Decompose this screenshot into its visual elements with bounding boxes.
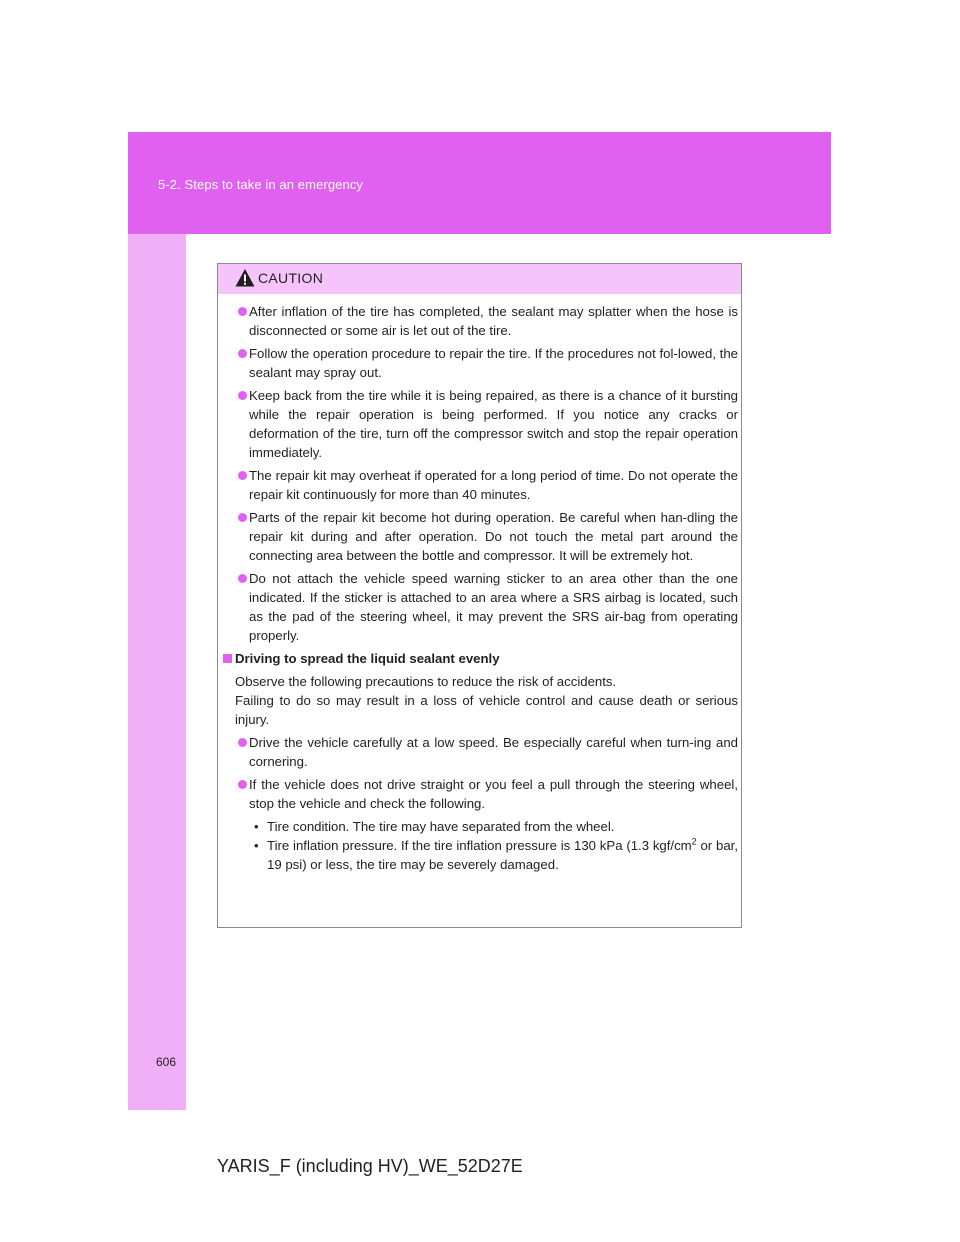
document-id: YARIS_F (including HV)_WE_52D27E	[217, 1156, 523, 1176]
subheading: Driving to spread the liquid sealant evenly	[220, 649, 738, 668]
caution-bullet: Keep back from the tire while it is being repaired, as there is a chance of it bursting while the repair operation is being performed. If you notice any cracks or deformation of the tire, turn off the compressor switch and stop the repair operation immediately.	[220, 386, 738, 462]
side-strip	[128, 234, 186, 1110]
bullet-dot-icon	[238, 574, 247, 583]
caution-bullet: Drive the vehicle carefully at a low speed. Be especially careful when turn-ing and cornering.	[220, 733, 738, 771]
warning-triangle-icon	[235, 268, 255, 288]
bullet-dot-icon	[238, 738, 247, 747]
check-list	[220, 817, 738, 874]
caution-content	[220, 302, 738, 874]
caution-bullet: The repair kit may overheat if operated for a long period of time. Do not operate the repair kit continuously for more than 40 minutes.	[220, 466, 738, 504]
bullet-dot-icon	[238, 307, 247, 316]
caution-label: CAUTION	[258, 270, 324, 286]
section-title: 5-2. Steps to take in an emergency	[158, 177, 364, 192]
paragraph: Observe the following precautions to reduce the risk of accidents.	[235, 674, 617, 689]
bullet-dot-icon	[238, 471, 247, 480]
check-item: • Tire inflation pressure. If the tire inflation pressure is 130 kPa (1.3 kgf/$cm^2$ or bar, 19 psi) or less, the tire may be severely damaged.	[254, 836, 738, 872]
page-number: 606	[156, 1055, 177, 1069]
square-bullet-icon	[223, 654, 232, 663]
paragraph: Failing to do so may result in a loss of vehicle control and cause death or serious injury.	[235, 693, 738, 727]
caution-bullet: If the vehicle does not drive straight or you feel a pull through the steering wheel, stop the vehicle and check the following.	[220, 775, 738, 813]
bullet-dot-icon	[238, 513, 247, 522]
bullet-dot-icon	[238, 780, 247, 789]
caution-bullet: After inflation of the tire has completed, the sealant may splatter when the hose is disconnected or some air is let out of the tire.	[220, 302, 738, 340]
caution-bullet: Parts of the repair kit become hot during operation. Be careful when han-dling the repair kit during and after operation. Do not touch the metal part around the connecting area between the bottle and compressor. It will be extremely hot.	[220, 508, 738, 565]
bullet-dot-icon	[238, 391, 247, 400]
bullet-dot-icon	[238, 349, 247, 358]
caution-bullet: Do not attach the vehicle speed warning sticker to an area other than the one indicated. If the sticker is attached to an area where a SRS airbag is located, such as the pad of the steering wheel, it may prevent the SRS air-bag from operating properly.	[220, 569, 738, 645]
caution-bullet: Follow the operation procedure to repair the tire. If the procedures not fol-lowed, the sealant may spray out.	[220, 344, 738, 382]
check-item: • Tire condition. The tire may have separated from the wheel.	[254, 819, 615, 834]
